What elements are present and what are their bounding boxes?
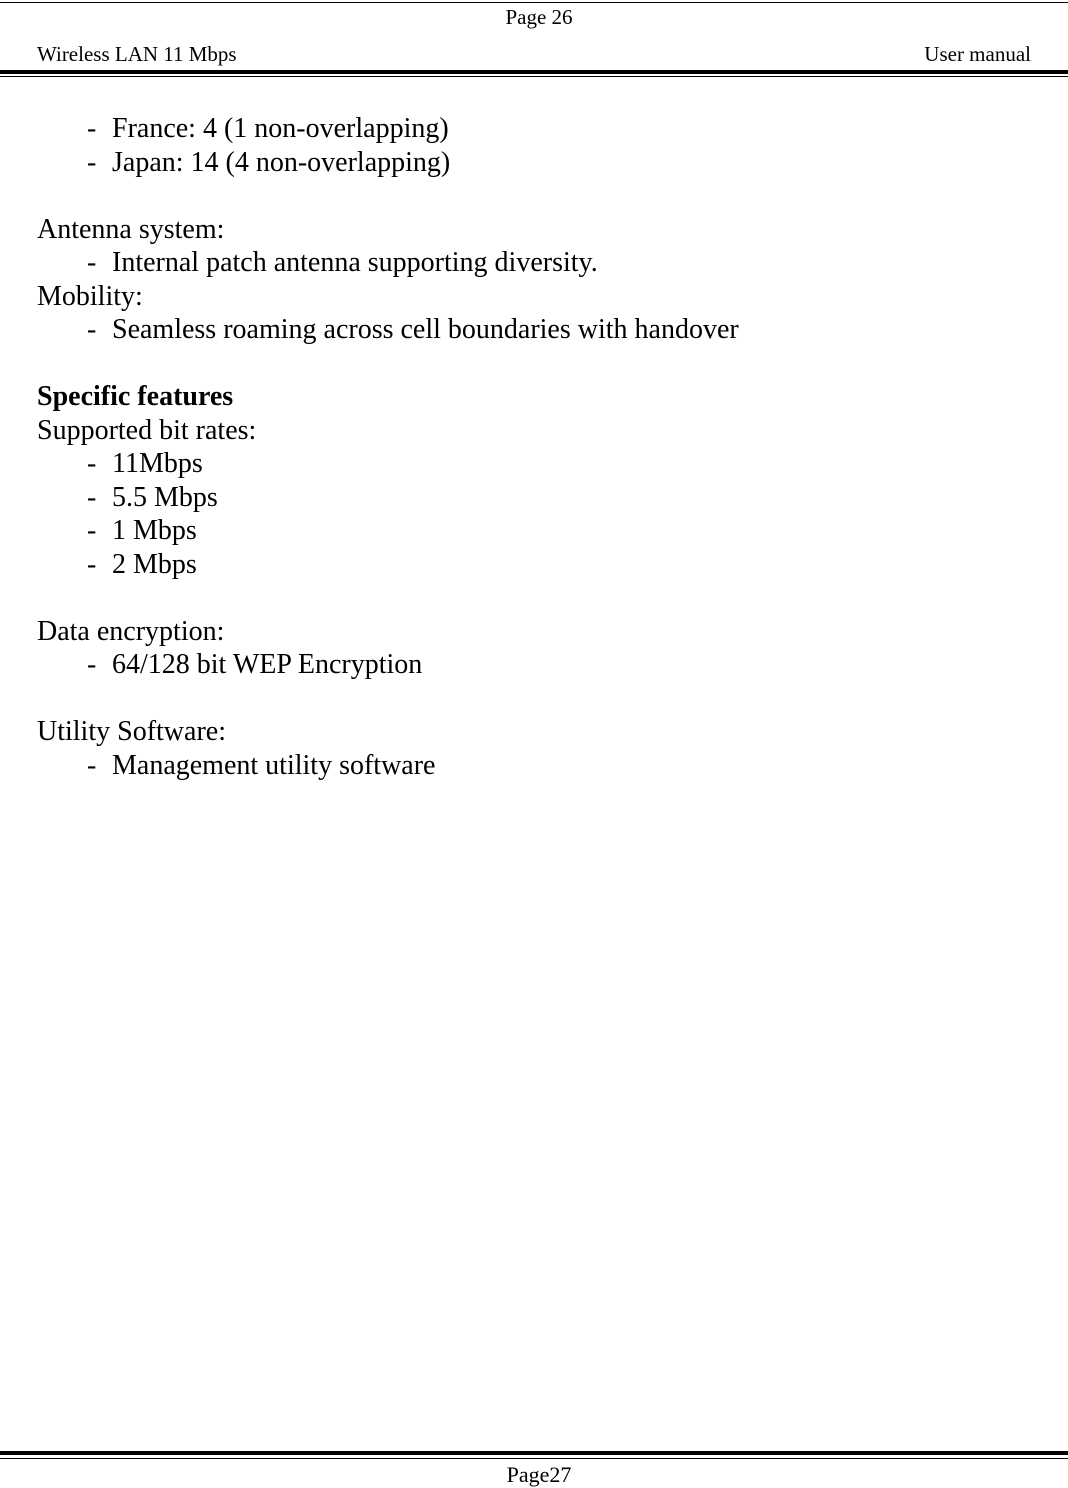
list-item: - Management utility software: [87, 749, 436, 781]
mobility-heading: Mobility:: [37, 280, 143, 312]
footer-rule-thin: [0, 1458, 1068, 1459]
header-top-rule: [0, 2, 1068, 3]
list-item: - 11Mbps: [87, 448, 203, 479]
antenna-heading: Antenna system:: [37, 213, 225, 245]
bitrates-heading: Supported bit rates:: [37, 414, 257, 446]
list-item: - 5.5 Mbps: [87, 481, 218, 513]
header-rule-thick: [0, 70, 1068, 74]
page-number-top: Page 26: [505, 5, 573, 29]
page-body: [37, 112, 1037, 782]
encryption-heading: Data encryption:: [37, 615, 225, 647]
list-item: - 2 Mbps: [87, 548, 197, 580]
header-document-title: Wireless LAN 11 Mbps: [37, 42, 237, 66]
header-rule-thin: [0, 76, 1068, 77]
section-heading-specific-features: Specific features: [37, 381, 234, 412]
footer-rule-thick: [0, 1451, 1068, 1455]
list-item: - 1 Mbps: [87, 515, 197, 546]
list-item: - France: 4 (1 non-overlapping): [87, 113, 449, 144]
list-item: - Seamless roaming across cell boundaries with handover: [87, 314, 739, 345]
list-item: - Internal patch antenna supporting diversity.: [87, 247, 598, 278]
utility-heading: Utility Software:: [37, 716, 226, 747]
list-item: - Japan: 14 (4 non-overlapping): [87, 146, 451, 178]
page-number-bottom: Page27: [506, 1462, 572, 1487]
header-document-type: User manual: [924, 42, 1031, 66]
list-item: - 64/128 bit WEP Encryption: [87, 649, 423, 680]
